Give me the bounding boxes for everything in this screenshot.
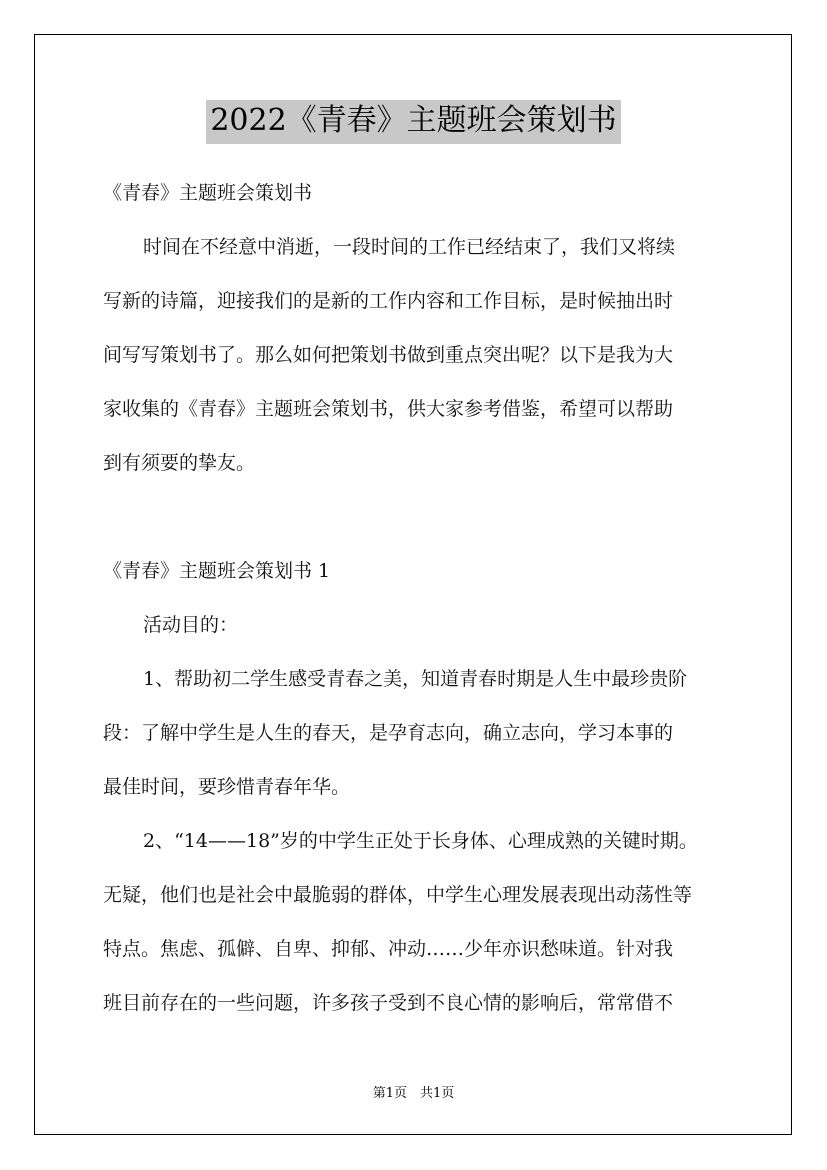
intro-line-1: 时间在不经意中消逝，一段时间的工作已经结束了，我们又将续 — [143, 236, 676, 258]
page-footer: 第1页 共1页 — [372, 1086, 455, 1101]
intro-line-4: 家收集的《青春》主题班会策划书，供大家参考借鉴，希望可以帮助 — [103, 398, 674, 420]
item1-line-3: 最佳时间，要珍惜青春年华。 — [103, 776, 351, 798]
item1-line-1: 1、帮助初二学生感受青春之美，知道青春时期是人生中最珍贵阶 — [143, 668, 688, 690]
item2-line-1: 2、“14——18”岁的中学生正处于长身体、心理成熟的关键时期。 — [143, 830, 698, 852]
item2-line-4: 班目前存在的一些问题，许多孩子受到不良心情的影响后，常常借不 — [103, 992, 674, 1014]
intro-line-5: 到有须要的挚友。 — [103, 452, 256, 474]
document-title: 2022《青春》主题班会策划书 — [206, 100, 620, 144]
item2-line-2: 无疑，他们也是社会中最脆弱的群体，中学生心理发展表现出动荡性等 — [103, 884, 693, 906]
goal-label: 活动目的： — [143, 614, 239, 636]
subtitle: 《青春》主题班会策划书 — [103, 182, 313, 204]
intro-line-3: 间写写策划书了。那么如何把策划书做到重点突出呢？以下是我为大 — [103, 344, 674, 366]
section-heading: 《青春》主题班会策划书 1 — [103, 560, 331, 582]
item1-line-2: 段：了解中学生是人生的春天，是孕育志向，确立志向，学习本事的 — [103, 722, 674, 744]
item2-line-3: 特点。焦虑、孤僻、自卑、抑郁、冲动……少年亦识愁味道。针对我 — [103, 938, 674, 960]
title-container — [0, 100, 827, 144]
intro-line-2: 写新的诗篇，迎接我们的是新的工作内容和工作目标，是时候抽出时 — [103, 290, 674, 312]
